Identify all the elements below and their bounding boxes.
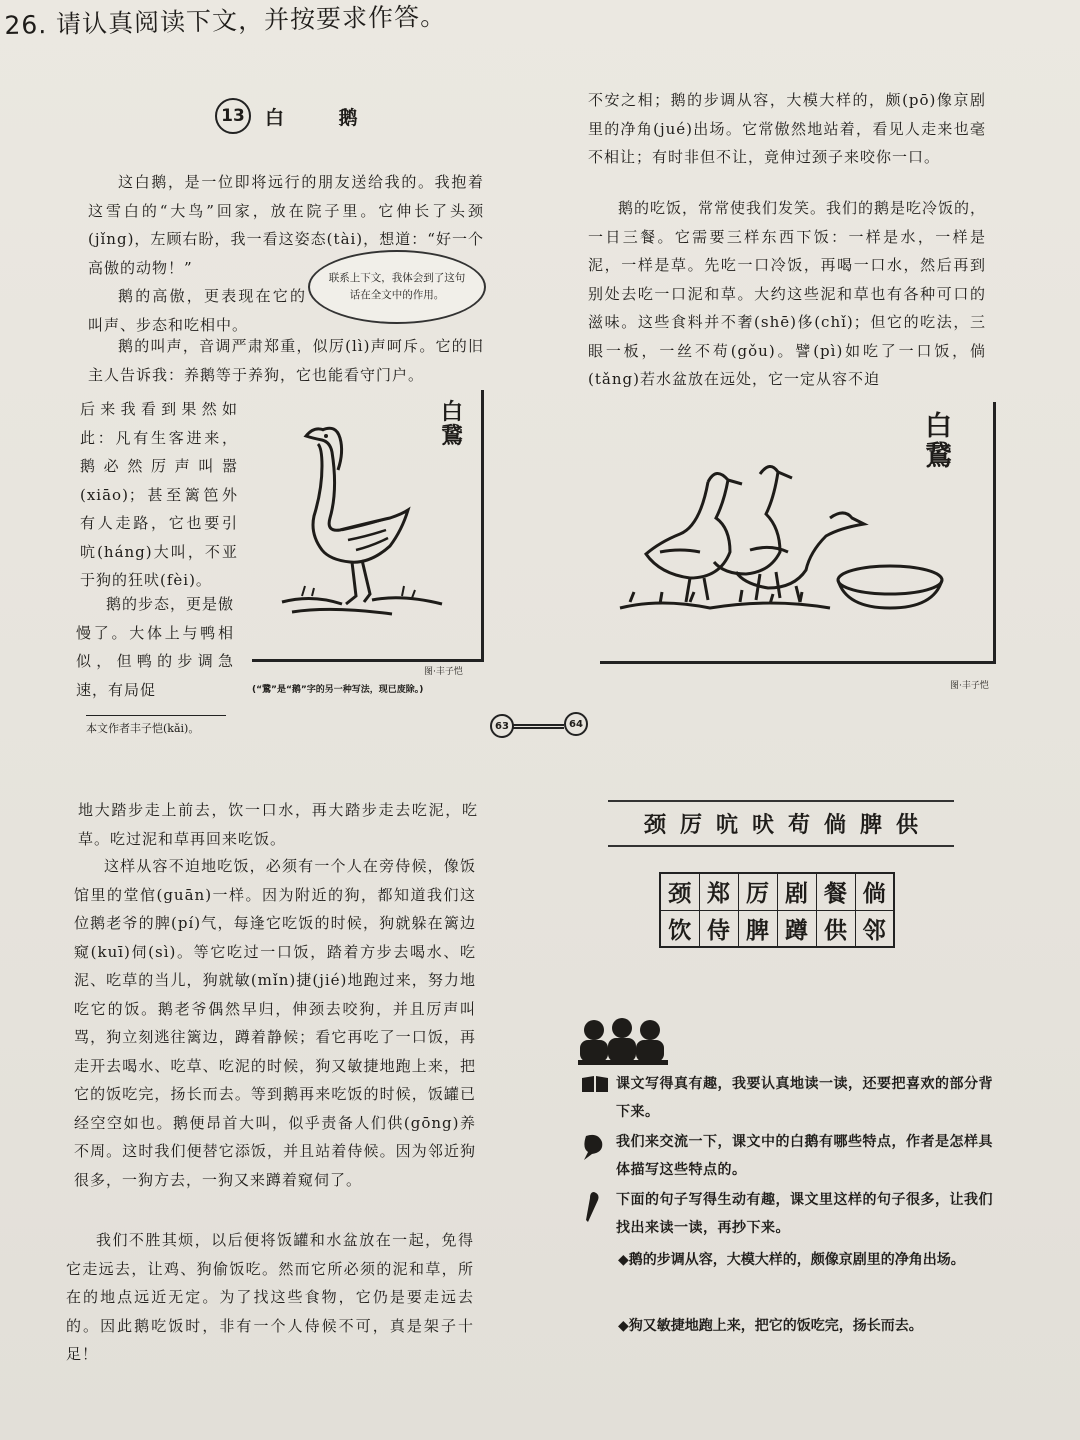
new-word: 吭 [715, 812, 738, 838]
paragraph-9: 这样从容不迫地吃饭，必须有一个人在旁侍候，像饭馆里的堂倌(guān)一样。因为附近的狗，都知道我们这位鹅老爷的脾(pí)气，每逢它吃饭的时候，狗就躲在篱边窥(kuī)伺(sì)。等它吃过一口饭，踏着方步去喝水、吃泥、吃草的当儿，狗就敏(mǐn)捷(jié)地跑过来，努力地吃它的饭。鹅老爷偶然早归，伸颈去咬狗，并且厉声叫骂，狗立刻逃往篱边，蹲着静候；看它再吃了一口饭，再走开去喝水、吃草、吃泥的时候，狗又敏捷地跑上来，把它的饭吃完，扬长而去。等到鹅再来吃饭的时候，饭罐已经空空如也。鹅便昂首大叫，似乎责备人们供(gōng)养不周。这时我们便替它添饭，并且站着侍候。因为邻近狗很多，一狗方去，一狗又来蹲着窥伺了。 [74, 857, 476, 1189]
grid-cell: 供 [816, 910, 855, 947]
page-number-right: 64 [564, 712, 588, 736]
grid-cell: 脾 [738, 910, 777, 947]
paragraph-5: 鹅的步态，更是傲慢了。大体上与鸭相似，但鸭的步调急速，有局促 [76, 595, 235, 699]
grid-row [660, 910, 894, 947]
pen-icon [580, 1190, 602, 1234]
lesson-name: 白 鹅 [265, 106, 382, 129]
illustration-credit-right: 图·丰子恺 [950, 681, 989, 691]
grid-cell: 侍 [699, 910, 738, 947]
grid-row [660, 873, 894, 910]
new-words-strip [608, 800, 954, 847]
speech-icon [580, 1132, 606, 1172]
writing-grid [659, 872, 895, 948]
illustration-note: (“鵞”是“鹅”字的另一种写法，现已废除。) [252, 685, 424, 695]
new-word: 吠 [751, 812, 774, 838]
paragraph-3: 鹅的叫声，音调严肃郑重，似厉(lì)声呵斥。它的旧主人告诉我：养鹅等于养狗，它也能看守门户。 [88, 337, 484, 384]
illustration-title: 白鵞 [441, 399, 464, 449]
grid-cell: 倘 [855, 873, 894, 910]
new-word: 倘 [824, 812, 847, 838]
lesson-title [215, 98, 382, 134]
grid-cell: 郑 [699, 873, 738, 910]
paragraph-6: 不安之相；鹅的步调从容，大模大样的，颇(pō)像京剧里的净角(jué)出场。它常傲然地站着，看见人走来也毫不相让；有时非但不让，竟伸过颈子来咬你一口。 [588, 91, 986, 166]
new-word: 供 [896, 812, 919, 838]
grid-cell: 餐 [816, 873, 855, 910]
new-word: 脾 [860, 812, 883, 838]
students-icon [578, 1018, 668, 1070]
lesson-number-badge: 13 [215, 98, 251, 134]
paragraph-8: 地大踏步走上前去，饮一口水，再大踏步走去吃泥，吃草。吃过泥和草再回来吃饭。 [78, 801, 478, 848]
paragraph-7: 鹅的吃饭，常常使我们发笑。我们的鹅是吃冷饭的，一日三餐。它需要三样东西下饭：一样是水，一样是泥，一样是草。先吃一口冷饭，再喝一口水，然后再到别处去吃一口泥和草。大约这些泥和草也有各种可口的滋味。这些食料并不奢(shē)侈(chǐ)；但它的吃法，三眼一板，一丝不苟(gǒu)。譬(pì)如吃了一口饭，倘(tǎng)若水盆放在远处，它一定从容不迫 [588, 199, 987, 388]
grid-cell: 饮 [660, 910, 699, 947]
grid-cell: 颈 [660, 873, 699, 910]
example-sentence-1: ◆鹅的步调从容，大模大样的，颇像京剧里的净角出场。 [618, 1252, 965, 1268]
task-text: 课文写得真有趣，我要认真地读一读，还要把喜欢的部分背下来。 [616, 1076, 993, 1120]
page-connector [512, 724, 564, 729]
illustration-credit-left: 图·丰子恺 [424, 667, 463, 677]
paragraph-2: 鹅的高傲，更表现在它的叫声、步态和吃相中。 [88, 287, 306, 334]
task-text: 我们来交流一下，课文中的白鹅有哪些特点，作者是怎样具体描写这些特点的。 [616, 1134, 993, 1178]
page-number-left: 63 [490, 714, 514, 738]
question-prompt: 26. 请认真阅读下文，并按要求作答。 [4, 1, 447, 40]
grid-cell: 剧 [777, 873, 816, 910]
illustration-title-right: 白鵞 [925, 411, 952, 472]
new-word: 苟 [788, 812, 811, 838]
grid-cell: 厉 [738, 873, 777, 910]
task-text: 下面的句子写得生动有趣，课文里这样的句子很多，让我们找出来读一读，再抄下来。 [616, 1192, 993, 1236]
example-sentence-2: ◆狗又敏捷地跑上来，把它的饭吃完，扬长而去。 [618, 1318, 923, 1334]
book-icon [580, 1074, 610, 1104]
paragraph-4: 后来我看到果然如此：凡有生客进来，鹅必然厉声叫嚣(xiāo)；甚至篱笆外有人走路，它也要引吭(háng)大叫，不亚于狗的狂吠(fèi)。 [80, 400, 238, 589]
grid-cell: 蹲 [777, 910, 816, 947]
author-footnote: 本文作者丰子恺(kǎi)。 [86, 715, 226, 736]
paragraph-10: 我们不胜其烦，以后便将饭罐和水盆放在一起，免得它走远去，让鸡、狗偷饭吃。然而它所必须的泥和草，所在的地点远近无定。为了找这些食物，它仍是要走远去的。因此鹅吃饭时，非有一个人侍候不可，真是架子十足！ [66, 1231, 474, 1363]
new-word: 颈 [643, 812, 666, 838]
grid-cell: 邻 [855, 910, 894, 947]
new-word: 厉 [679, 812, 702, 838]
thought-bubble: 联系上下文，我体会到了这句话在全文中的作用。 [308, 250, 486, 324]
geese-illustration [600, 402, 996, 664]
goose-illustration [252, 390, 484, 662]
paragraph-1: 这白鹅，是一位即将远行的朋友送给我的。我抱着这雪白的“大鸟”回家，放在院子里。它伸长了头颈(jǐng)，左顾右盼，我一看这姿态(tài)，想道：“好一个高傲的动物！” [88, 173, 484, 277]
